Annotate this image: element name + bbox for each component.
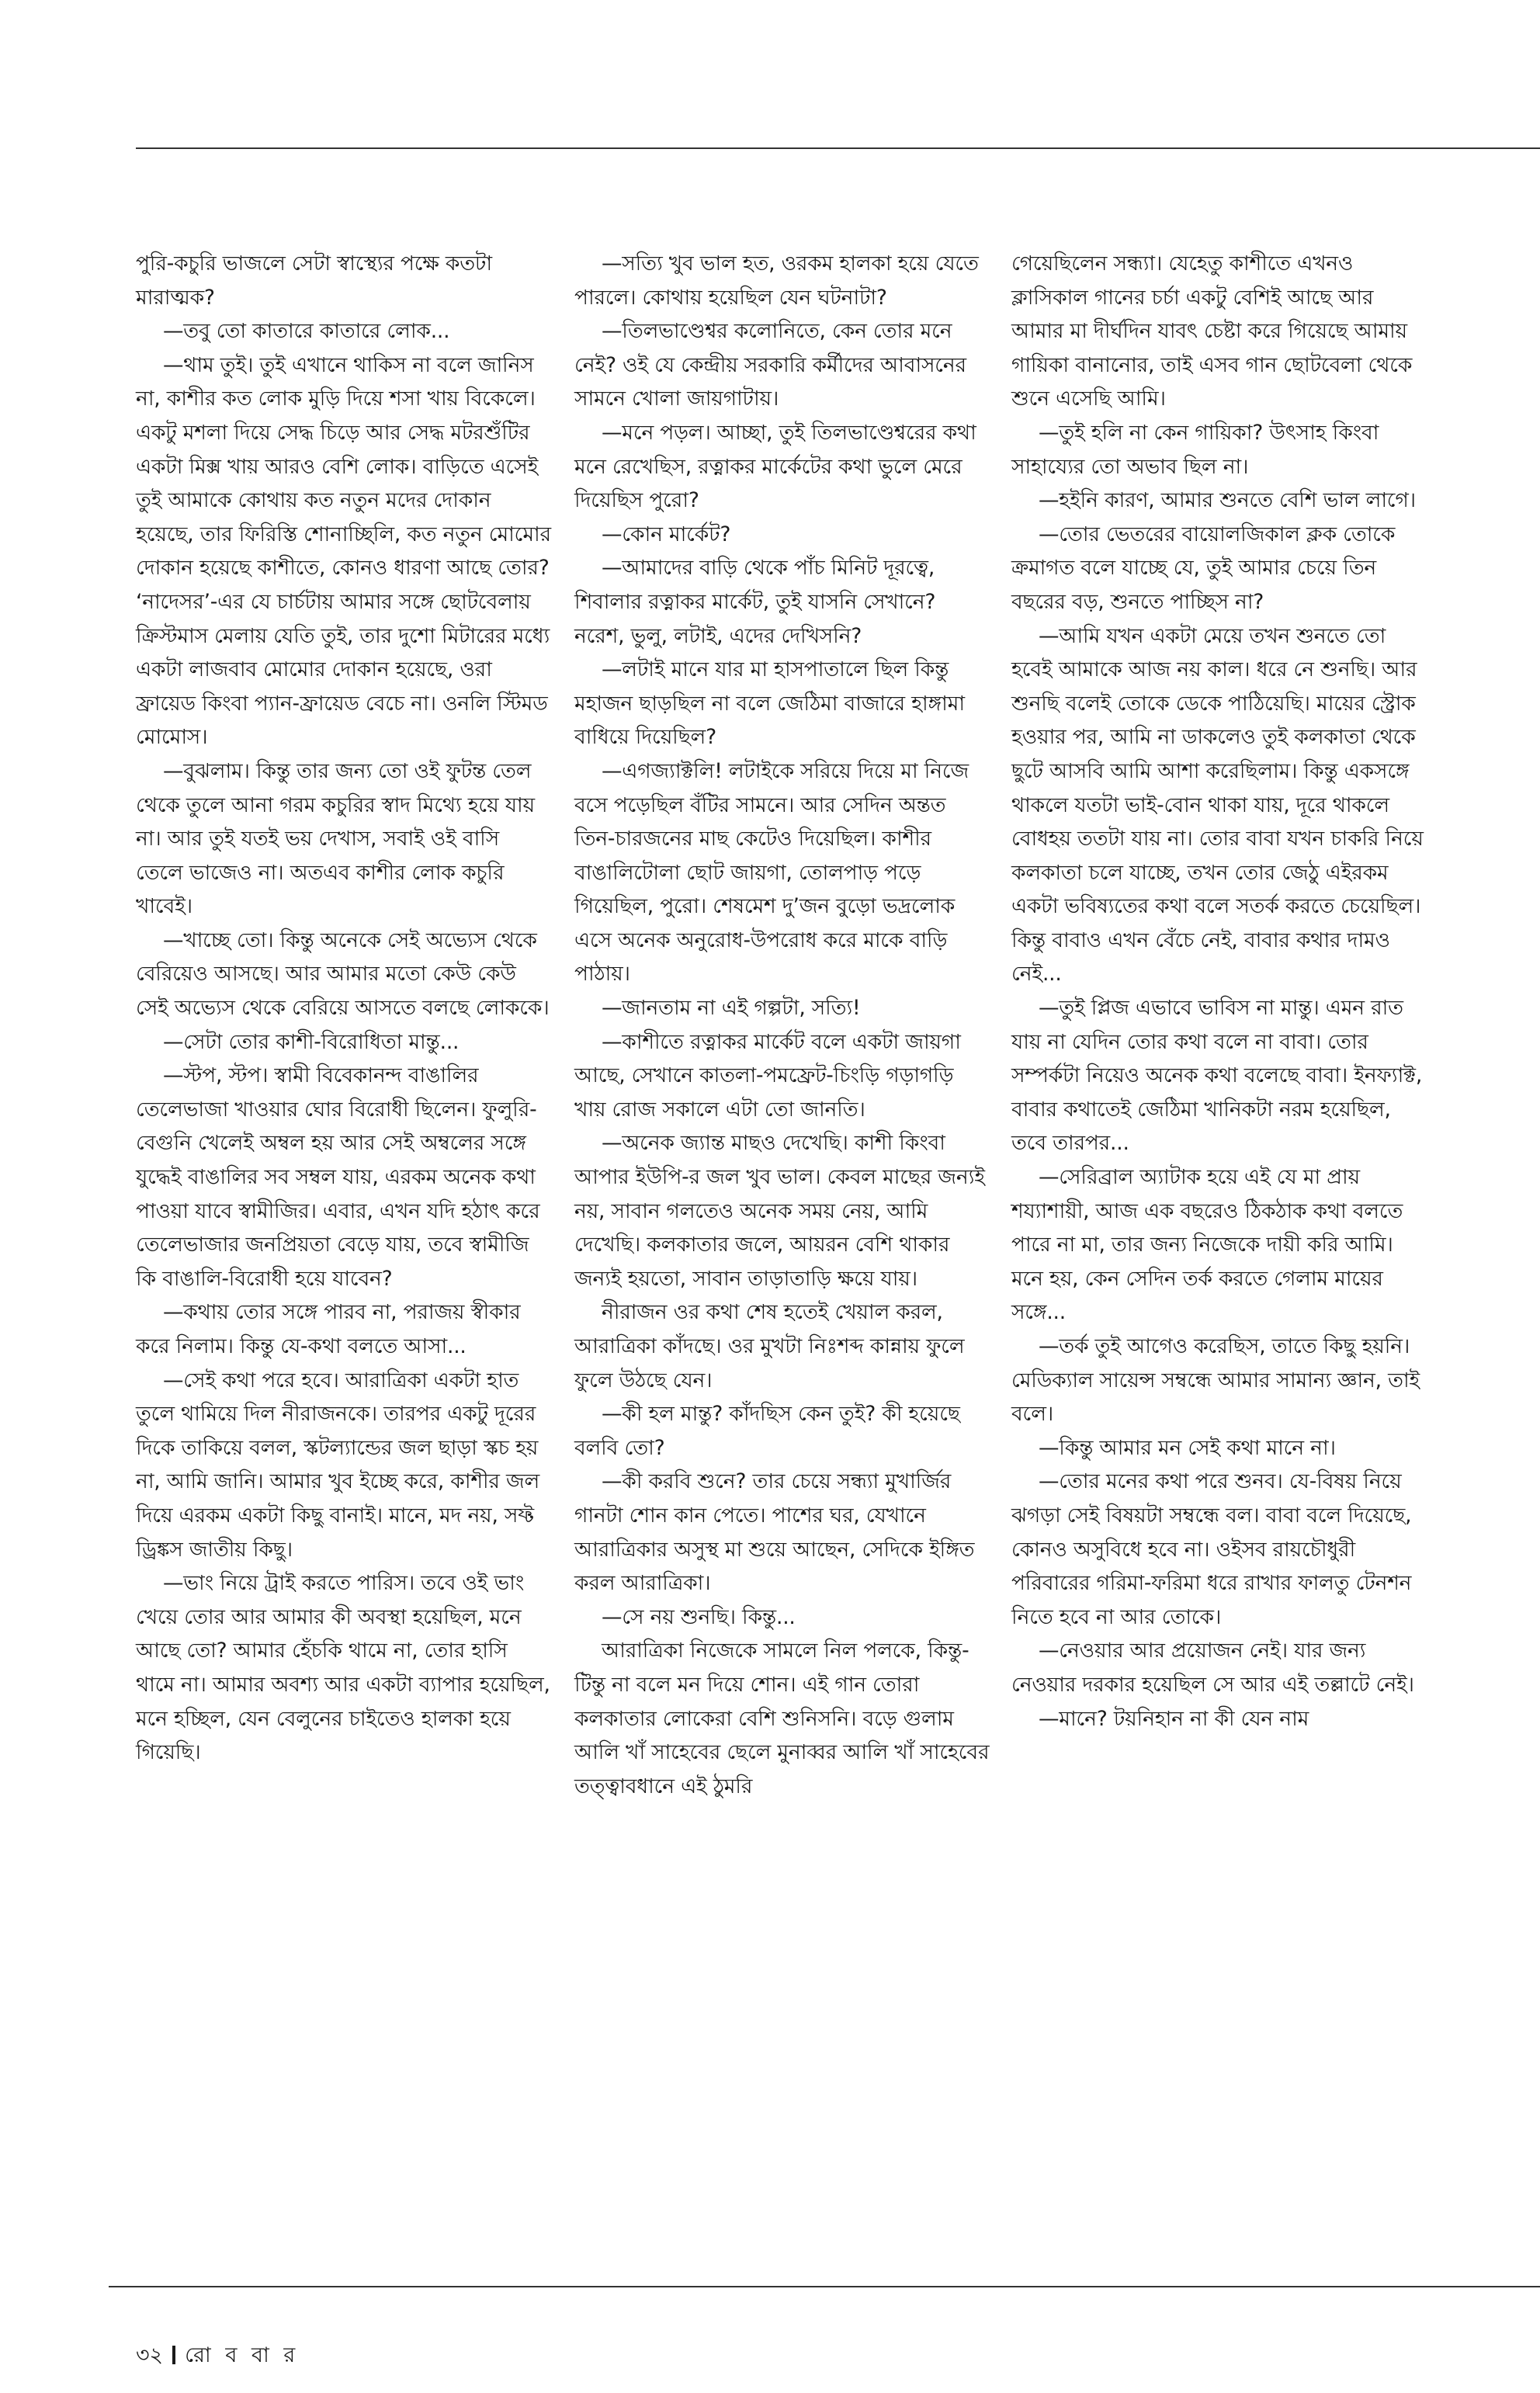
paragraph: —কথায় তোর সঙ্গে পারব না, পরাজয় স্বীকার করে নিলাম। কিন্তু যে-কথা বলতে আসা... bbox=[136, 1300, 521, 1358]
publication-name: রো ব বা র bbox=[185, 2343, 300, 2367]
paragraph: —সেটা তোর কাশী-বিরোধিতা মান্তু... bbox=[163, 1029, 460, 1054]
paragraph: —নেওয়ার আর প্রয়োজন নেই। যার জন্য নেওয়ার দরকার হয়েছিল সে আর এই তল্লাটে নেই। bbox=[1011, 1639, 1414, 1697]
text-column-3 bbox=[1011, 247, 1427, 1736]
paragraph: —সত্যি খুব ভাল হত, ওরকম হালকা হয়ে যেতে পারলে। কোথায় হয়েছিল যেন ঘটনাটা? bbox=[574, 251, 979, 310]
paragraph: —তোর মনের কথা পরে শুনব। যে-বিষয় নিয়ে ঝগড়া সেই বিষয়টা সম্বন্ধে বল। বাবা বলে দিয়েছে, কোনও অসুবিধে হবে না। ওইসব রায়চৌধুরী পরিবারের গরিমা-ফরিমা ধরে রাখার ফালতু টেনশন নিতে হবে না আর তোকে। bbox=[1011, 1469, 1412, 1629]
paragraph: পুরি-কচুরি ভাজলে সেটা স্বাস্থ্যের পক্ষে কতটা মারাত্মক? bbox=[136, 251, 492, 310]
paragraph: —থাম তুই। তুই এখানে থাকিস না বলে জানিস না, কাশীর কত লোক মুড়ি দিয়ে শসা খায় বিকেলে। একটু মশলা দিয়ে সেদ্ধ চিড়ে আর সেদ্ধ মটরশুঁটির একটা মিক্স খায় আরও বেশি লোক। বাড়িতে এসেই তুই আমাকে কোথায় কত নতুন মদের দোকান হয়েছে, তার ফিরিস্তি শোনাচ্ছিলি, কত নতুন মোমোর দোকান হয়েছে কাশীতে, কোনও ধারণা আছে তোর? ‘নাদেসর’-এর যে চার্চটায় আমার সঙ্গে ছোটবেলায় ক্রিস্টমাস মেলায় যেতি তুই, তার দুশো মিটারের মধ্যে একটা লাজবাব মোমোর দোকান হয়েছে, ওরা ফ্রায়েড কিংবা প্যান-ফ্রায়েড বেচে না। ওনলি স্টিমড মোমোস। bbox=[136, 352, 551, 750]
paragraph: —তুই হলি না কেন গায়িকা? উৎসাহ কিংবা সাহায্যের তো অভাব ছিল না। bbox=[1011, 420, 1379, 479]
text-column-1 bbox=[136, 247, 551, 1770]
paragraph: —কাশীতে রত্নাকর মার্কেট বলে একটা জায়গা আছে, সেখানে কাতলা-পমফ্রেট-চিংড়ি গড়াগড়ি খায় রোজ সকালে এটা তো জানতি। bbox=[574, 1029, 961, 1122]
page-footer bbox=[136, 2340, 299, 2371]
paragraph: —কী হল মান্তু? কাঁদছিস কেন তুই? কী হয়েছে বলবি তো? bbox=[574, 1402, 960, 1460]
paragraph: —সেরিব্রাল অ্যাটাক হয়ে এই যে মা প্রায় শয্যাশায়ী, আজ এক বছরেও ঠিকঠাক কথা বলতে পারে না মা, তার জন্য নিজেকে দায়ী করি আমি। মনে হয়, কেন সেদিন তর্ক করতে গেলাম মায়ের সঙ্গে... bbox=[1011, 1165, 1403, 1325]
paragraph: —এগজ্যাক্টলি! লটাইকে সরিয়ে দিয়ে মা নিজে বসে পড়েছিল বঁটির সামনে। আর সেদিন অন্তত তিন-চারজনের মাছ কেটেও দিয়েছিল। কাশীর বাঙালিটোলা ছোট জায়গা, তোলপাড় পড়ে গিয়েছিল, পুরো। শেষমেশ দু’জন বুড়ো ভদ্রলোক এসে অনেক অনুরোধ-উপরোধ করে মাকে বাড়ি পাঠায়। bbox=[574, 758, 969, 987]
paragraph: —কিন্তু আমার মন সেই কথা মানে না। bbox=[1039, 1435, 1336, 1460]
paragraph: —বুঝলাম। কিন্তু তার জন্য তো ওই ফুটন্ত তেল থেকে তুলে আনা গরম কচুরির স্বাদ মিথ্যে হয়ে যায় না। আর তুই যতই ভয় দেখাস, সবাই ওই বাসি তেলে ভাজেও না। অতএব কাশীর লোক কচুরি খাবেই। bbox=[136, 758, 535, 919]
paragraph: —জানতাম না এই গল্পটা, সত্যি! bbox=[602, 996, 861, 1021]
paragraph: —লটাই মানে যার মা হাসপাতালে ছিল কিন্তু মহাজন ছাড়ছিল না বলে জেঠিমা বাজারে হাঙ্গামা বাধিয়ে দিয়েছিল? bbox=[574, 657, 965, 750]
paragraph: নীরাজন ওর কথা শেষ হতেই খেয়াল করল, আরাত্রিকা কাঁদছে। ওর মুখটা নিঃশব্দ কান্নায় ফুলে ফুলে উঠছে যেন। bbox=[574, 1300, 965, 1392]
paragraph: —কোন মার্কেট? bbox=[602, 522, 731, 546]
paragraph: গেয়েছিলেন সন্ধ্যা। যেহেতু কাশীতে এখনও ক্লাসিকাল গানের চর্চা একটু বেশিই আছে আর আমার মা দীর্ঘদিন যাবৎ চেষ্টা করে গিয়েছে আমায় গায়িকা বানানোর, তাই এসব গান ছোটবেলা থেকে শুনে এসেছি আমি। bbox=[1011, 251, 1413, 411]
header-rule bbox=[136, 147, 1540, 149]
paragraph: —সে নয় শুনছি। কিন্তু... bbox=[602, 1604, 796, 1629]
paragraph: —সেই কথা পরে হবে। আরাত্রিকা একটা হাত তুলে থামিয়ে দিল নীরাজনকে। তারপর একটু দূরের দিকে তাকিয়ে বলল, স্কটল্যান্ডের জল ছাড়া স্কচ হয় না, আমি জানি। আমার খুব ইচ্ছে করে, কাশীর জল দিয়ে এরকম একটা কিছু বানাই। মানে, মদ নয়, সফ্ট ড্রিঙ্কস জাতীয় কিছু। bbox=[136, 1368, 540, 1562]
footer-rule bbox=[109, 2286, 1540, 2287]
paragraph: —আমি যখন একটা মেয়ে তখন শুনতে তো হবেই আমাকে আজ নয় কাল। ধরে নে শুনছি। আর শুনছি বলেই তোকে ডেকে পাঠিয়েছি। মায়ের স্ট্রোক হওয়ার পর, আমি না ডাকলেও তুই কলকাতা থেকে ছুটে আসবি আমি আশা করেছিলাম। কিন্তু একসঙ্গে থাকলে যতটা ভাই-বোন থাকা যায়, দূরে থাকলে বোধহয় ততটা যায় না। তোর বাবা যখন চাকরি নিয়ে কলকাতা চলে যাচ্ছে, তখন তোর জেঠু এইরকম একটা ভবিষ্যতের কথা বলে সতর্ক করতে চেয়েছিল। কিন্তু বাবাও এখন বেঁচে নেই, বাবার কথার দামও নেই... bbox=[1011, 623, 1424, 987]
paragraph: —কী করবি শুনে? তার চেয়ে সন্ধ্যা মুখার্জির গানটা শোন কান পেতে। পাশের ঘর, যেখানে আরাত্রিকার অসুস্থ মা শুয়ে আছেন, সেদিকে ইঙ্গিত করল আরাত্রিকা। bbox=[574, 1469, 975, 1596]
paragraph: আরাত্রিকা নিজেকে সামলে নিল পলকে, কিন্তু-টিন্তু না বলে মন দিয়ে শোন। এই গান তোরা কলকাতার লোকেরা বেশি শুনিসনি। বড়ে গুলাম আলি খাঁ সাহেবের ছেলে মুনাব্বর আলি খাঁ সাহেবের তত্ত্বাবধানে এই ঠুমরি bbox=[574, 1639, 990, 1798]
paragraph: —অনেক জ্যান্ত মাছও দেখেছি। কাশী কিংবা আপার ইউপি-র জল খুব ভাল। কেবল মাছের জন্যই নয়, সাবান গলতেও অনেক সময় নেয়, আমি দেখেছি। কলকাতার জলে, আয়রন বেশি থাকার জন্যই হয়তো, সাবান তাড়াতাড়ি ক্ষয়ে যায়। bbox=[574, 1131, 985, 1291]
paragraph: —তিলভাণ্ডেশ্বর কলোনিতে, কেন তোর মনে নেই? ওই যে কেন্দ্রীয় সরকারি কর্মীদের আবাসনের সামনে খোলা জায়গাটায়। bbox=[574, 319, 966, 411]
paragraph: —ভাং নিয়ে ট্রাই করতে পারিস। তবে ওই ভাং খেয়ে তোর আর আমার কী অবস্থা হয়েছিল, মনে আছে তো? আমার হেঁচকি থামে না, তোর হাসি থামে না। আমার অবশ্য আর একটা ব্যাপার হয়েছিল, মনে হচ্ছিল, যেন বেলুনের চাইতেও হালকা হয়ে গিয়েছি। bbox=[136, 1571, 550, 1765]
paragraph: —মানে? টয়নিহান না কী যেন নাম bbox=[1039, 1706, 1309, 1731]
paragraph: —আমাদের বাড়ি থেকে পাঁচ মিনিট দূরত্বে, শিবালার রত্নাকর মার্কেট, তুই যাসনি সেখানে? নরেশ, ভুলু, লটাই, এদের দেখিসনি? bbox=[574, 556, 936, 648]
paragraph: —তুই প্লিজ এভাবে ভাবিস না মান্তু। এমন রাত যায় না যেদিন তোর কথা বলে না বাবা। তোর সম্পর্কটা নিয়েও অনেক কথা বলেছে বাবা। ইনফ্যাক্ট, বাবার কথাতেই জেঠিমা খানিকটা নরম হয়েছিল, তবে তারপর... bbox=[1011, 996, 1423, 1156]
paragraph: —তবু তো কাতারে কাতারে লোক... bbox=[163, 319, 450, 344]
page-number: ৩২ bbox=[136, 2343, 164, 2367]
paragraph: —স্টপ, স্টপ। স্বামী বিবেকানন্দ বাঙালির তেলেভাজা খাওয়ার ঘোর বিরোধী ছিলেন। ফুলুরি-বেগুনি খেলেই অম্বল হয় আর সেই অম্বলের সঙ্গে যুদ্ধেই বাঙালির সব সম্বল যায়, এরকম অনেক কথা পাওয়া যাবে স্বামীজির। এবার, এখন যদি হঠাৎ করে তেলেভাজার জনপ্রিয়তা বেড়ে যায়, তবে স্বামীজি কি বাঙালি-বিরোধী হয়ে যাবেন? bbox=[136, 1063, 540, 1291]
footer-separator bbox=[172, 2346, 175, 2364]
paragraph: —খাচ্ছে তো। কিন্তু অনেকে সেই অভ্যেস থেকে বেরিয়েও আসছে। আর আমার মতো কেউ কেউ সেই অভ্যেস থেকে বেরিয়ে আসতে বলছে লোককে। bbox=[136, 928, 550, 1021]
text-column-2 bbox=[574, 247, 990, 1803]
paragraph: —তোর ভেতরের বায়োলজিকাল ক্লক তোকে ক্রমাগত বলে যাচ্ছে যে, তুই আমার চেয়ে তিন বছরের বড়, শুনতে পাচ্ছিস না? bbox=[1011, 522, 1396, 614]
paragraph: —মনে পড়ল। আচ্ছা, তুই তিলভাণ্ডেশ্বরের কথা মনে রেখেছিস, রত্নাকর মার্কেটের কথা ভুলে মেরে দিয়েছিস পুরো? bbox=[574, 420, 976, 513]
paragraph: —তর্ক তুই আগেও করেছিস, তাতে কিছু হয়নি। মেডিক্যাল সায়েন্স সম্বন্ধে আমার সামান্য জ্ঞান, তাই বলে। bbox=[1011, 1334, 1420, 1427]
paragraph: —হইনি কারণ, আমার শুনতে বেশি ভাল লাগে। bbox=[1039, 488, 1416, 513]
